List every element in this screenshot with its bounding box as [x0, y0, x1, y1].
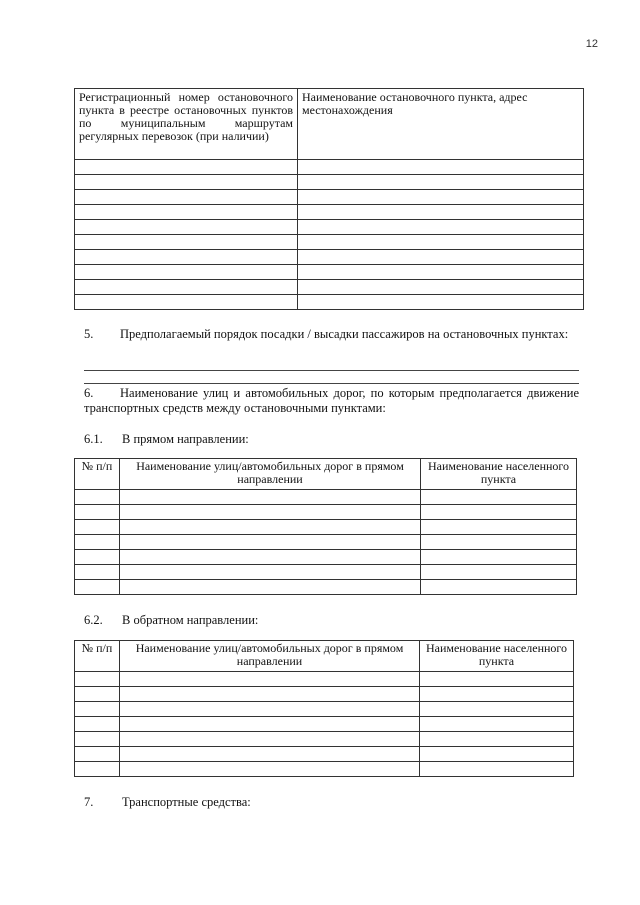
forward-table-row: [75, 580, 577, 595]
reverse-table-cell[interactable]: [420, 747, 574, 762]
stops-table-cell[interactable]: [75, 295, 298, 310]
section-6-2-number: 6.2.: [84, 613, 103, 627]
forward-table-row: [75, 490, 577, 505]
forward-table-cell[interactable]: [120, 550, 421, 565]
stops-table-cell[interactable]: [75, 160, 298, 175]
reverse-table-cell[interactable]: [120, 747, 420, 762]
reverse-table-cell[interactable]: [120, 687, 420, 702]
reverse-table-cell[interactable]: [420, 687, 574, 702]
reverse-table-cell[interactable]: [420, 732, 574, 747]
reverse-table-row: [75, 717, 574, 732]
forward-table-cell[interactable]: [75, 565, 120, 580]
forward-table-cell[interactable]: [120, 520, 421, 535]
forward-locality-header: Наименование населенного пункта: [421, 459, 577, 490]
stops-table-cell[interactable]: [298, 295, 584, 310]
forward-table-cell[interactable]: [75, 505, 120, 520]
stops-table-cell[interactable]: [298, 175, 584, 190]
stops-name-address-header: Наименование остановочного пункта, адрес местонахождения: [298, 89, 584, 160]
forward-table-row: [75, 505, 577, 520]
stops-table-cell[interactable]: [298, 205, 584, 220]
stops-table-row: [75, 175, 584, 190]
reverse-table-cell[interactable]: [120, 672, 420, 687]
stops-table-cell[interactable]: [298, 280, 584, 295]
stops-table-row: [75, 265, 584, 280]
reverse-table-cell[interactable]: [75, 732, 120, 747]
stops-table-cell[interactable]: [75, 220, 298, 235]
forward-table-header-row: [75, 459, 577, 490]
stops-table-row: [75, 205, 584, 220]
forward-number-header: № п/п: [75, 459, 120, 490]
section-7-number: 7.: [84, 795, 94, 809]
forward-table-cell[interactable]: [421, 550, 577, 565]
stops-table: [74, 88, 584, 310]
section-6-1-number: 6.1.: [84, 432, 103, 446]
reverse-table-row: [75, 672, 574, 687]
reverse-table-cell[interactable]: [420, 672, 574, 687]
stops-table-cell[interactable]: [298, 265, 584, 280]
forward-table-cell[interactable]: [421, 490, 577, 505]
reverse-table-cell[interactable]: [120, 732, 420, 747]
section-6-1: [84, 432, 249, 447]
reverse-table-row: [75, 687, 574, 702]
stops-table-cell[interactable]: [298, 235, 584, 250]
reverse-table-cell[interactable]: [420, 762, 574, 777]
section-6-2: [84, 613, 258, 628]
reverse-table-cell[interactable]: [75, 672, 120, 687]
reverse-table-cell[interactable]: [75, 717, 120, 732]
reverse-table-cell[interactable]: [420, 702, 574, 717]
reverse-table-header-row: [75, 641, 574, 672]
forward-table-cell[interactable]: [75, 490, 120, 505]
section-6-number: 6.: [84, 386, 94, 400]
stops-table-row: [75, 190, 584, 205]
section-5-answer-line: [84, 383, 579, 384]
stops-table-row: [75, 250, 584, 265]
section-5-number: 5.: [84, 327, 94, 341]
reverse-locality-header: Наименование населенного пункта: [420, 641, 574, 672]
stops-table-cell[interactable]: [75, 235, 298, 250]
reverse-number-header: № п/п: [75, 641, 120, 672]
forward-table-cell[interactable]: [120, 535, 421, 550]
forward-table-row: [75, 565, 577, 580]
stops-table-cell[interactable]: [75, 205, 298, 220]
reverse-table-row: [75, 747, 574, 762]
reverse-table-row: [75, 762, 574, 777]
forward-table-cell[interactable]: [421, 580, 577, 595]
reverse-street-header: Наименование улиц/автомобильных дорог в прямом направлении: [120, 641, 420, 672]
section-5-answer-line: [84, 370, 579, 371]
forward-table-cell[interactable]: [75, 520, 120, 535]
forward-direction-table: [74, 458, 577, 595]
forward-table-cell[interactable]: [421, 505, 577, 520]
stops-table-row: [75, 160, 584, 175]
stops-table-row: [75, 280, 584, 295]
forward-table-cell[interactable]: [120, 505, 421, 520]
stops-table-cell[interactable]: [298, 220, 584, 235]
stops-table-row: [75, 235, 584, 250]
reverse-table-cell[interactable]: [75, 747, 120, 762]
forward-table-cell[interactable]: [75, 550, 120, 565]
forward-table-cell[interactable]: [75, 580, 120, 595]
reverse-table-cell[interactable]: [120, 717, 420, 732]
stops-table-row: [75, 220, 584, 235]
section-5-text: Предполагаемый порядок посадки / высадки пассажиров на остановочных пунктах:: [120, 327, 569, 341]
reverse-table-row: [75, 702, 574, 717]
forward-table-cell[interactable]: [120, 490, 421, 505]
reverse-table-cell[interactable]: [120, 762, 420, 777]
stops-table-cell[interactable]: [75, 190, 298, 205]
stops-table-header-row: [75, 89, 584, 160]
stops-table-cell[interactable]: [298, 250, 584, 265]
stops-reg-number-header: Регистрационный номер остановочного пункта в реестре остановочных пунктов по муниципальным маршрутам регулярных перевозок (при наличии): [75, 89, 298, 160]
forward-table-cell[interactable]: [120, 565, 421, 580]
section-6-1-text: В прямом направлении:: [122, 432, 249, 446]
forward-table-row: [75, 535, 577, 550]
page-number: 12: [585, 38, 598, 50]
stops-table-cell[interactable]: [298, 190, 584, 205]
forward-street-header: Наименование улиц/автомобильных дорог в прямом направлении: [120, 459, 421, 490]
stops-table-cell[interactable]: [298, 160, 584, 175]
reverse-table-cell[interactable]: [75, 687, 120, 702]
section-7-text: Транспортные средства:: [122, 795, 251, 809]
reverse-table-cell[interactable]: [120, 702, 420, 717]
stops-table-cell[interactable]: [75, 265, 298, 280]
section-6: [84, 386, 579, 416]
section-5: [84, 327, 579, 342]
section-6-text: Наименование улиц и автомобильных дорог, по которым предполагается движение транспортных средств между остановочными пунктами:: [84, 386, 579, 415]
stops-table-cell[interactable]: [75, 250, 298, 265]
reverse-table-cell[interactable]: [75, 762, 120, 777]
stops-table-row: [75, 295, 584, 310]
forward-table-cell[interactable]: [421, 520, 577, 535]
forward-table-cell[interactable]: [421, 565, 577, 580]
reverse-table-row: [75, 732, 574, 747]
forward-table-row: [75, 520, 577, 535]
forward-table-row: [75, 550, 577, 565]
stops-table-cell[interactable]: [75, 175, 298, 190]
reverse-table-cell[interactable]: [420, 717, 574, 732]
forward-table-cell[interactable]: [120, 580, 421, 595]
forward-table-cell[interactable]: [75, 535, 120, 550]
reverse-direction-table: [74, 640, 574, 777]
stops-table-cell[interactable]: [75, 280, 298, 295]
reverse-table-cell[interactable]: [75, 702, 120, 717]
section-7: [84, 795, 251, 810]
forward-table-cell[interactable]: [421, 535, 577, 550]
section-6-2-text: В обратном направлении:: [122, 613, 259, 627]
